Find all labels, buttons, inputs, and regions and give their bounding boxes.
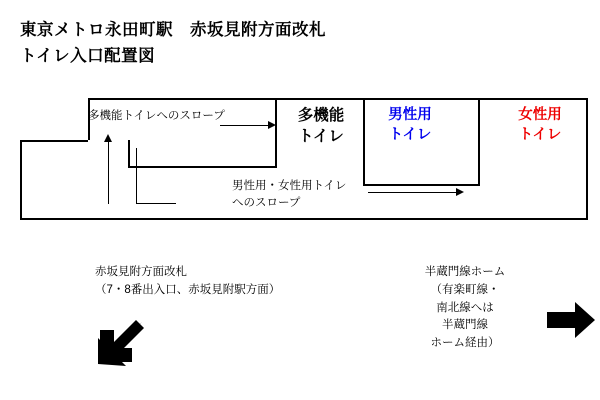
entrance-up-arrowhead-icon <box>104 134 112 142</box>
entrance-up-arrow-line <box>108 142 109 204</box>
caption-hanzomon-line-5: ホーム経由） <box>430 337 500 350</box>
arrow-right-icon <box>545 300 597 340</box>
annotation-slope-mens-womens-line-1: 男性用・女性用トイレ <box>232 180 347 192</box>
caption-ticket-gate-line-1: 赤坂見附方面改札 <box>95 266 187 278</box>
room-label-multi-line-1: 多機能 <box>297 107 345 124</box>
room-label-mens-toilet <box>375 106 445 145</box>
room-label-womens-line-2: トイレ <box>518 126 562 143</box>
slope-mens-womens-arrow-line <box>368 192 456 193</box>
room-label-mens-line-1: 男性用 <box>388 107 432 123</box>
wall-multi-bottom <box>128 166 275 168</box>
caption-ticket-gate-line-2: （7・8番出入口、赤坂見附駅方面） <box>95 283 281 296</box>
page-title-line-2: トイレ入口配置図 <box>20 46 156 65</box>
annotation-slope-mens-womens <box>232 178 346 211</box>
room-label-multi-purpose-toilet <box>286 106 356 148</box>
wall-bottom-outer <box>20 218 588 220</box>
wall-divider-mens-left <box>363 98 365 186</box>
caption-hanzomon-line-3: 南北線へは <box>436 301 494 314</box>
wall-mens-bottom <box>363 184 479 186</box>
annotation-slope-mens-womens-line-2: へのスロープ <box>232 196 301 209</box>
wall-top-outer <box>88 98 588 100</box>
wall-divider-womens-left <box>478 98 480 186</box>
annotation-slope-multi-purpose: 多機能トイレへのスロープ <box>88 110 225 122</box>
slope-multi-arrow-line <box>220 125 268 126</box>
corridor-route-vertical <box>136 148 137 204</box>
slope-multi-arrowhead-icon <box>268 121 276 129</box>
room-label-multi-line-2: トイレ <box>298 127 344 145</box>
slope-mens-womens-arrowhead-icon <box>456 188 464 196</box>
caption-ticket-gate <box>95 264 280 300</box>
page-title <box>20 18 326 69</box>
caption-hanzomon-line-4: 半蔵門線 <box>442 319 488 332</box>
caption-hanzomon-line-2: （有楽町線・ <box>430 283 500 296</box>
wall-left-step-bottom <box>20 140 88 142</box>
caption-hanzomon-platform <box>400 264 530 353</box>
wall-right-outer <box>586 98 588 218</box>
room-label-womens-line-1: 女性用 <box>518 107 562 123</box>
room-label-womens-toilet <box>505 106 575 145</box>
arrow-down-left-icon <box>92 318 148 370</box>
wall-corridor-left <box>128 140 130 166</box>
caption-hanzomon-line-1: 半蔵門線ホーム <box>424 266 506 278</box>
room-label-mens-line-2: トイレ <box>388 126 432 143</box>
wall-divider-multi-left <box>275 98 277 168</box>
wall-left-outer <box>20 140 22 218</box>
page-title-line-1: 東京メトロ永田町駅 赤坂見附方面改札 <box>20 21 326 39</box>
corridor-route-horizontal <box>136 203 176 204</box>
